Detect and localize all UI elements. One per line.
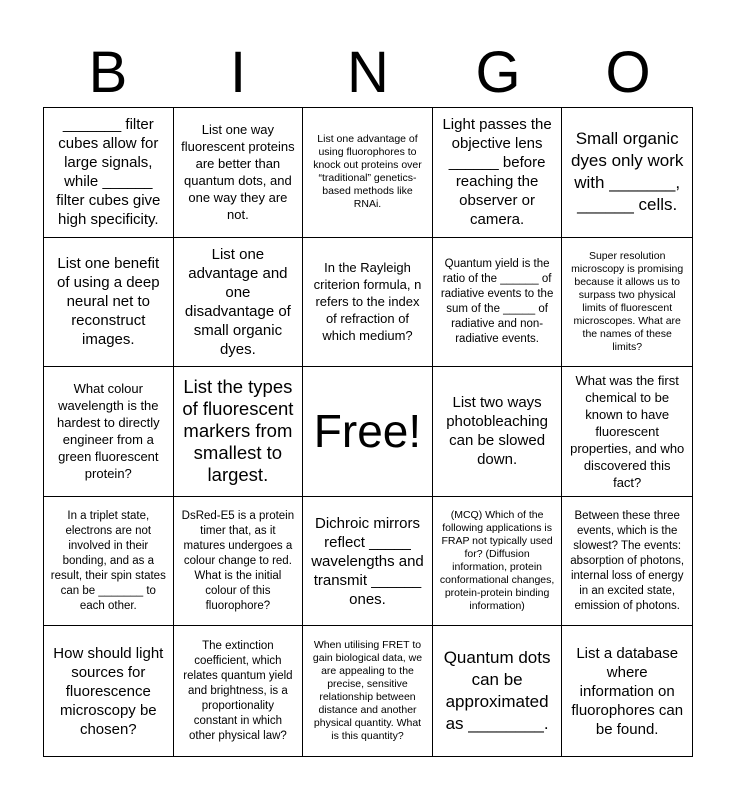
title-letter-b: B [88,40,128,105]
bingo-cell [174,626,304,756]
title-letter-n: N [347,40,389,105]
bingo-grid [43,107,693,757]
cell-text: Between these three events, which is the slowest? The events: absorption of photons, internal loss of energy in an excited state, emission of photons. [570,509,685,612]
cell-text: Quantum yield is the ratio of the ______ of radiative events to the sum of the _____ of radiative and non-radiative events. [440,257,554,345]
bingo-cell [433,497,563,627]
free-cell [303,367,433,497]
cell-text: In a triplet state, electrons are not involved in their bonding, and as a result, their spin states can be _______ to each other. [50,509,166,612]
cell-text: Dichroic mirrors reflect _____ wavelengths and transmit ______ ones. [311,514,424,608]
bingo-cell [562,497,692,627]
cell-text: When utilising FRET to gain biological data, we are appealing to the precise, sensitive relationship between distance and another physical quantity. What is this quantity? [312,639,423,743]
bingo-cell [174,108,304,238]
bingo-cell [303,497,433,627]
cell-text: List a database where information on fluorophores can be found. [571,644,684,738]
bingo-cell [303,238,433,368]
cell-text: DsRed-E5 is a protein timer that, as it matures undergoes a colour change to red. What is the initial colour of this fluorophore? [181,509,295,612]
bingo-title [43,38,693,108]
cell-text: List one advantage of using fluorophores to knock out proteins over “traditional” genetics-based methods like RNAi. [313,133,422,211]
cell-text: Light passes the objective lens ______ before reaching the observer or camera. [442,116,552,229]
bingo-cell [562,367,692,497]
cell-text: List one advantage and one disadvantage of small organic dyes. [184,245,291,358]
cell-text: Super resolution microscopy is promising because it allows us to surpass two physical limits of fluorescent microscopes. What are the names of these limits? [571,249,684,353]
cell-text: (MCQ) Which of the following applications is FRAP not typically used for? (Diffusion information, protein conformational changes, protein-protein binding information) [439,509,555,613]
bingo-cell [433,108,563,238]
bingo-cell [174,497,304,627]
bingo-cell [562,626,692,756]
cell-text: The extinction coefficient, which relates quantum yield and brightness, is a proportionality constant in which other physical law? [183,639,293,742]
title-letter-o: O [605,40,651,105]
cell-text: _______ filter cubes allow for large signals, while ______ filter cubes give high specificity. [56,116,161,229]
cell-text: List two ways photobleaching can be slowed down. [446,394,548,469]
bingo-cell [44,626,174,756]
bingo-cell [433,367,563,497]
bingo-cell [433,626,563,756]
bingo-cell [303,108,433,238]
title-letter-i: I [229,40,247,105]
bingo-cell [44,497,174,627]
cell-text: Small organic dyes only work with _______, ______ cells. [570,129,684,215]
bingo-cell [44,238,174,368]
free-label: Free! [313,405,422,458]
bingo-cell [303,626,433,756]
cell-text: List one benefit of using a deep neural net to reconstruct images. [57,255,160,349]
bingo-cell [44,367,174,497]
bingo-cell [174,238,304,368]
cell-text: List the types of fluorescent markers from smallest to largest. [182,376,294,486]
bingo-cell [44,108,174,238]
title-letter-g: G [475,40,521,105]
cell-text: Quantum dots can be approximated as ________. [443,648,551,734]
bingo-cell [433,238,563,368]
cell-text: How should light sources for fluorescence microscopy be chosen? [53,644,164,738]
cell-text: List one way fluorescent proteins are better than quantum dots, and one way they are not. [181,122,295,223]
bingo-cell [562,238,692,368]
cell-text: What colour wavelength is the hardest to directly engineer from a green fluorescent protein? [56,381,160,482]
bingo-cell [562,108,692,238]
cell-text: What was the first chemical to be known to have fluorescent properties, and who discovered this fact? [570,373,685,490]
bingo-cell [174,367,304,497]
cell-text: In the Rayleigh criterion formula, n refers to the index of refraction of which medium? [313,260,422,344]
